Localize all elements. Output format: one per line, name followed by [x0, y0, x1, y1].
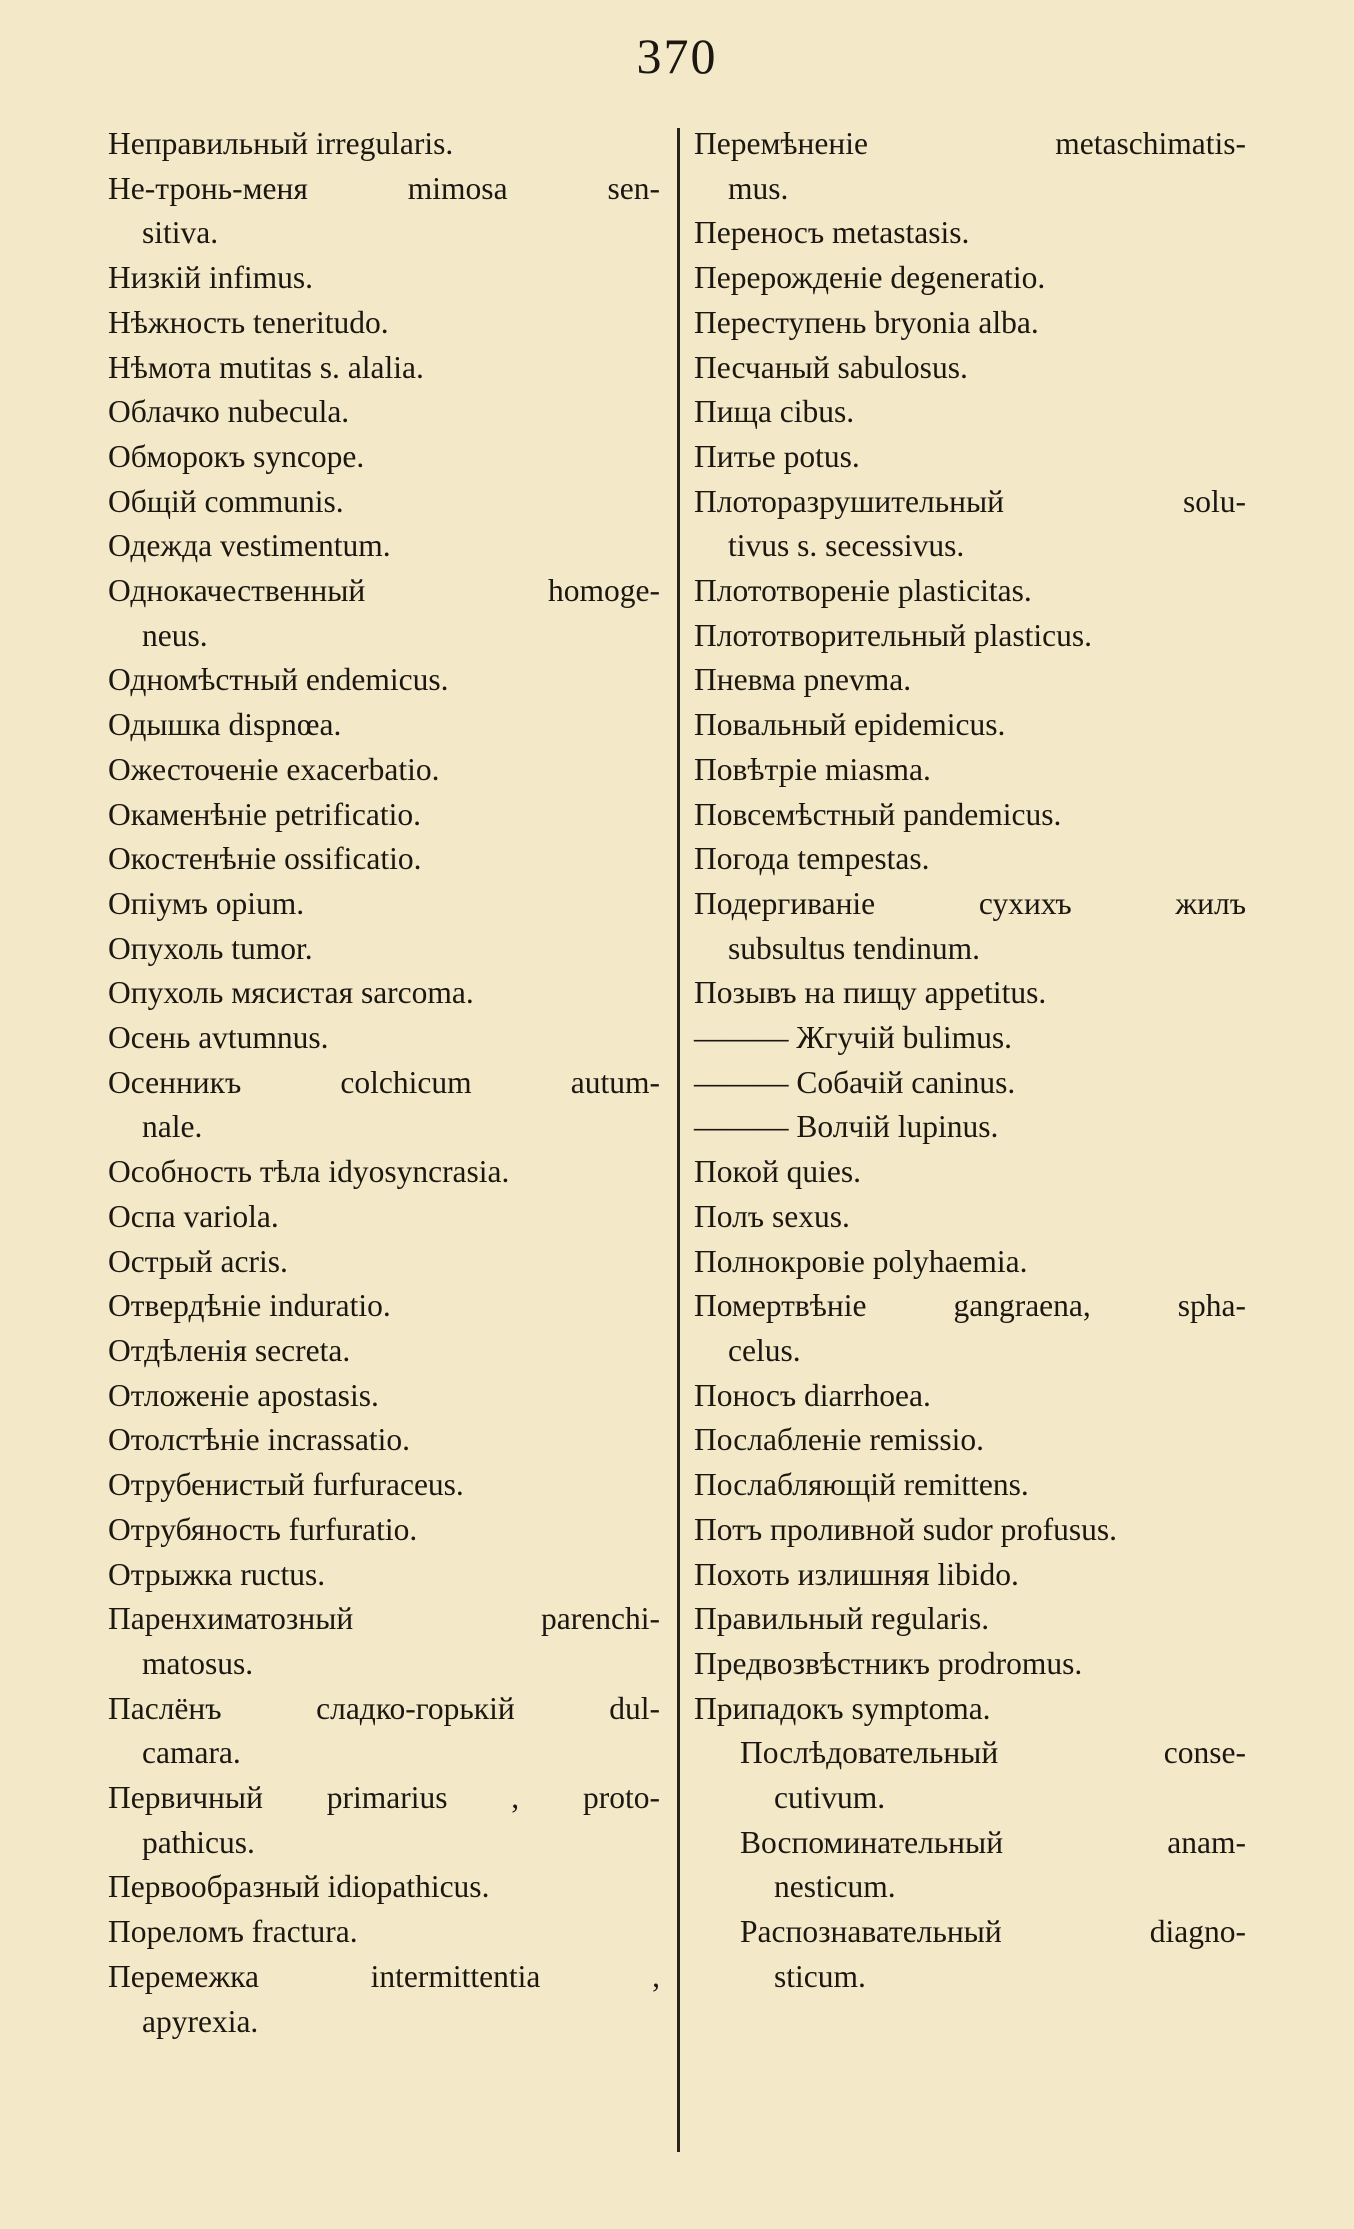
dictionary-entry — [694, 1553, 1246, 1598]
dictionary-entry — [108, 703, 660, 748]
entry-continuation-line: sitiva. — [142, 215, 219, 251]
dictionary-entry — [108, 1195, 660, 1240]
entry-line: Осень avtumnus. — [108, 1020, 329, 1056]
entry-line: Повальный epidemicus. — [694, 707, 1006, 743]
entry-line: Перемѣненіе metaschimatis- — [694, 126, 1246, 161]
entry-continuation-line: nesticum. — [774, 1869, 896, 1905]
dictionary-entry — [108, 1597, 660, 1686]
entry-line: Неправильный irregularis. — [108, 126, 454, 161]
dictionary-entry — [108, 927, 660, 972]
entry-line: Одежда vestimentum. — [108, 528, 391, 564]
dictionary-entry — [108, 256, 660, 301]
dictionary-entry — [108, 1910, 660, 1955]
dictionary-entry — [694, 211, 1246, 256]
dictionary-entry — [694, 1016, 1246, 1061]
entry-line: Окостенѣніе ossificatio. — [108, 841, 422, 877]
dictionary-entry — [694, 837, 1246, 882]
dictionary-entry — [694, 1240, 1246, 1285]
entry-continuation-line: camara. — [142, 1735, 241, 1771]
entry-continuation-line: pathicus. — [142, 1824, 255, 1860]
entry-line: Повсемѣстный pandemicus. — [694, 796, 1062, 832]
entry-line: Отдѣленія secreta. — [108, 1332, 351, 1368]
entry-continuation-line: matosus. — [142, 1645, 254, 1681]
dictionary-entry — [694, 1821, 1246, 1910]
entry-continuation-line: celus. — [728, 1332, 801, 1368]
dictionary-entry — [108, 1955, 660, 2044]
dictionary-entry — [694, 435, 1246, 480]
dictionary-entry — [694, 1463, 1246, 1508]
entry-line: Пневма pnevma. — [694, 662, 912, 698]
dictionary-entry — [108, 971, 660, 1016]
dictionary-entry — [694, 1374, 1246, 1419]
dictionary-entry — [694, 748, 1246, 793]
entry-line: Одномѣстный endemicus. — [108, 662, 449, 698]
entry-continuation-line: nale. — [142, 1109, 203, 1145]
dictionary-entry — [108, 122, 660, 167]
entry-line: Послѣдовательный conse- — [740, 1735, 1246, 1771]
dictionary-entry — [108, 1776, 660, 1865]
entry-line: Нѣмота mutitas s. alalia. — [108, 349, 424, 385]
dictionary-entry — [694, 703, 1246, 748]
dictionary-entry — [108, 1016, 660, 1061]
entry-line: Опухоль мясистая sarcoma. — [108, 975, 474, 1011]
dictionary-entry — [694, 122, 1246, 211]
entry-line: Обморокъ syncope. — [108, 438, 365, 474]
entry-line: Отложеніе apostasis. — [108, 1377, 379, 1413]
entry-line: Однокачественный homoge- — [108, 573, 660, 609]
dictionary-entry — [694, 346, 1246, 391]
entry-line: Похоть излишняя libido. — [694, 1556, 1019, 1592]
entry-continuation-line: cutivum. — [774, 1780, 886, 1816]
dictionary-entry — [108, 793, 660, 838]
dictionary-entry — [108, 1284, 660, 1329]
entry-line: Питье potus. — [694, 438, 860, 474]
entry-line: Песчаный sabulosus. — [694, 349, 968, 385]
dictionary-entry — [108, 524, 660, 569]
dictionary-entry — [694, 1061, 1246, 1106]
dictionary-entry — [108, 346, 660, 391]
entry-line: Переступень bryonia alba. — [694, 304, 1039, 340]
dictionary-entry — [694, 1687, 1246, 1732]
dictionary-entry — [108, 1150, 660, 1195]
dictionary-entry — [694, 301, 1246, 346]
entry-line: Отрубенистый furfuraceus. — [108, 1467, 464, 1503]
entry-continuation-line: neus. — [142, 617, 208, 653]
dictionary-entry — [108, 837, 660, 882]
entry-line: Распознавательный diagno- — [740, 1914, 1246, 1950]
entry-line: Плототвореніе plasticitas. — [694, 573, 1032, 609]
entry-line: Отрубяность furfuratio. — [108, 1511, 418, 1547]
entry-line: Окаменѣніе petrificatio. — [108, 796, 421, 832]
dictionary-entry — [108, 569, 660, 658]
dictionary-entry — [694, 1731, 1246, 1820]
entry-line: Подергиваніе сухихъ жилъ — [694, 885, 1246, 921]
entry-line: Переносъ metastasis. — [694, 215, 970, 251]
entry-line: Осенникъ colchicum autum- — [108, 1064, 660, 1100]
entry-line: Порелoмъ fractura. — [108, 1914, 358, 1950]
column-divider — [677, 128, 680, 2152]
dictionary-entry — [694, 1284, 1246, 1373]
entry-continuation-line: tivus s. secessivus. — [728, 528, 965, 564]
entry-line: Погода tempestas. — [694, 841, 930, 877]
entry-line: Потъ проливной sudor profusus. — [694, 1511, 1117, 1547]
dictionary-entry — [108, 1865, 660, 1910]
entry-line: Полъ sexus. — [694, 1198, 850, 1234]
entry-line: ——— Собачій caninus. — [694, 1064, 1016, 1100]
dictionary-entry — [694, 658, 1246, 703]
dictionary-entry — [694, 256, 1246, 301]
left-column — [108, 122, 660, 2044]
entry-line: Покой quies. — [694, 1154, 862, 1190]
entry-line: Не-тронь-меня mimosa sen- — [108, 170, 660, 206]
entry-line: Полнокровіе polyhaemia. — [694, 1243, 1028, 1279]
entry-continuation-line: subsultus tendinum. — [728, 930, 981, 966]
entry-line: Паслёнъ сладко-горькій dul- — [108, 1690, 660, 1726]
dictionary-entry — [108, 1061, 660, 1150]
dictionary-entry — [694, 1597, 1246, 1642]
entry-line: Общій communis. — [108, 483, 344, 519]
entry-continuation-line: mus. — [728, 170, 789, 206]
dictionary-entry — [108, 167, 660, 256]
dictionary-entry — [694, 1150, 1246, 1195]
dictionary-entry — [108, 301, 660, 346]
dictionary-entry — [694, 480, 1246, 569]
dictionary-entry — [694, 569, 1246, 614]
entry-line: Отвердѣніе induratio. — [108, 1288, 391, 1324]
page-number: 370 — [636, 28, 718, 84]
entry-line: Послабляющій remittens. — [694, 1467, 1029, 1503]
entry-line: Поносъ diarrhoea. — [694, 1377, 931, 1413]
dictionary-entry — [694, 614, 1246, 659]
entry-line: Одышка dispnœa. — [108, 707, 342, 743]
entry-line: Первообразный idiopathicus. — [108, 1869, 490, 1905]
entry-line: Оспа variola. — [108, 1198, 279, 1234]
entry-line: ——— Волчій lupinus. — [694, 1109, 999, 1145]
entry-line: Предвозвѣстникъ prodromus. — [694, 1645, 1083, 1681]
entry-line: Паренхиматозный parenchi- — [108, 1601, 660, 1637]
entry-line: ——— Жгучій bulimus. — [694, 1020, 1012, 1056]
dictionary-entry — [694, 390, 1246, 435]
dictionary-entry — [108, 882, 660, 927]
dictionary-entry — [694, 1642, 1246, 1687]
entry-line: Первичный primarius , proto- — [108, 1780, 660, 1816]
right-column — [694, 122, 1246, 2000]
entry-line: Помертвѣніе gangraena, spha- — [694, 1288, 1246, 1324]
dictionary-entry — [108, 1687, 660, 1776]
dictionary-entry — [108, 1553, 660, 1598]
entry-line: Перемежка intermittentia , — [108, 1958, 660, 1994]
dictionary-entry — [108, 658, 660, 703]
dictionary-entry — [108, 1329, 660, 1374]
entry-line: Перерожденіе degeneratio. — [694, 260, 1046, 296]
dictionary-entry — [108, 1240, 660, 1285]
dictionary-entry — [108, 480, 660, 525]
entry-continuation-line: apyrexia. — [142, 2003, 259, 2039]
dictionary-entry — [108, 390, 660, 435]
dictionary-entry — [694, 882, 1246, 971]
dictionary-entry — [694, 1195, 1246, 1240]
entry-line: Плоторазрушительный solu- — [694, 483, 1246, 519]
dictionary-entry — [694, 1508, 1246, 1553]
entry-line: Ожесточеніе exacerbatio. — [108, 751, 440, 787]
entry-line: Пища cibus. — [694, 394, 855, 430]
entry-line: Позывъ на пищу appetitus. — [694, 975, 1047, 1011]
entry-line: Нѣжность teneritudo. — [108, 304, 389, 340]
dictionary-entry — [108, 435, 660, 480]
entry-line: Острый acris. — [108, 1243, 288, 1279]
entry-line: Особность тѣла idyosyncrasia. — [108, 1154, 510, 1190]
entry-line: Отрыжка ructus. — [108, 1556, 326, 1592]
dictionary-entry — [694, 793, 1246, 838]
entry-line: Низкій infimus. — [108, 260, 313, 296]
dictionary-entry — [108, 1418, 660, 1463]
dictionary-entry — [694, 971, 1246, 1016]
entry-line: Послабленіе remissio. — [694, 1422, 984, 1458]
dictionary-entry — [108, 1463, 660, 1508]
entry-continuation-line: sticum. — [774, 1958, 866, 1994]
entry-line: Правильный regularis. — [694, 1601, 990, 1637]
entry-line: Опіумъ opium. — [108, 885, 305, 921]
dictionary-entry — [694, 1910, 1246, 1999]
dictionary-entry — [108, 1374, 660, 1419]
dictionary-entry — [108, 1508, 660, 1553]
dictionary-entry — [108, 748, 660, 793]
entry-line: Припадокъ symptoma. — [694, 1690, 991, 1726]
dictionary-entry — [694, 1105, 1246, 1150]
entry-line: Плототворительный plasticus. — [694, 617, 1092, 653]
entry-line: Облачко nubecula. — [108, 394, 350, 430]
entry-line: Опухоль tumor. — [108, 930, 313, 966]
entry-line: Повѣтріе miasma. — [694, 751, 931, 787]
dictionary-entry — [694, 1418, 1246, 1463]
entry-line: Воспоминательный anam- — [740, 1824, 1246, 1860]
entry-line: Отолстѣніе incrassatio. — [108, 1422, 411, 1458]
